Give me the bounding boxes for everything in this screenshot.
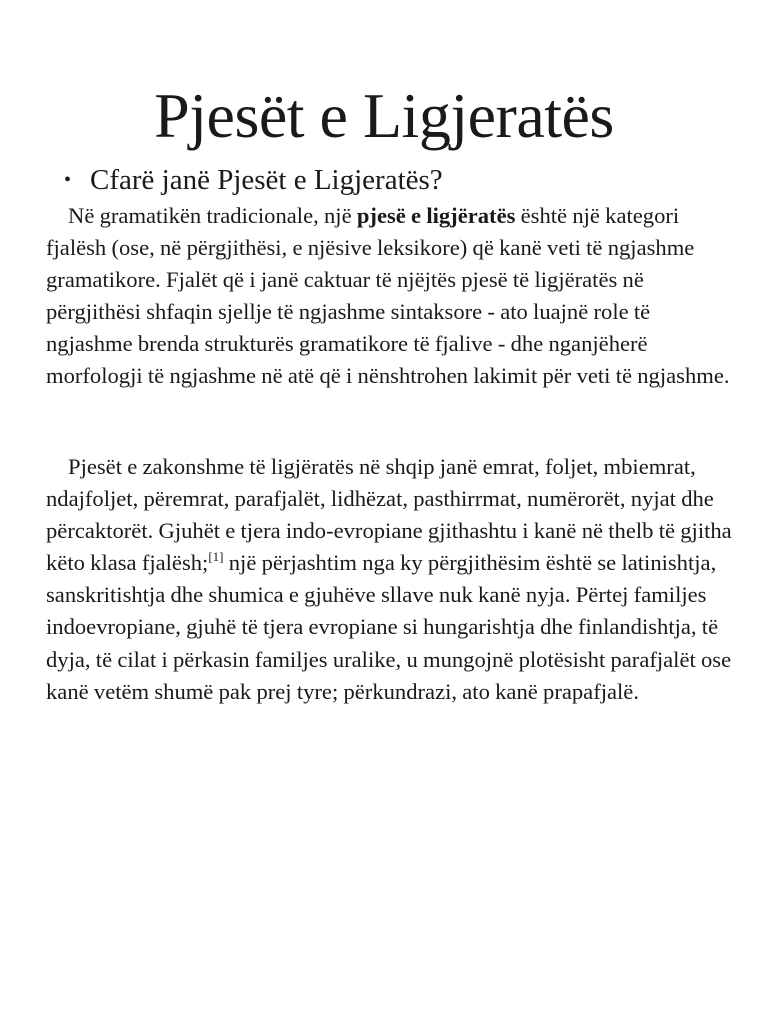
bullet-icon: • (64, 169, 72, 191)
paragraph-text: Pjesët e zakonshme të ligjëratës në shqip janë emrat, foljet, mbiemrat, ndajfoljet, përemrat, parafjalët, lidhëzat, pasthirrmat, numërorët, nyjat dhe përcaktorët. Gjuhët e tjera indo-evropiane gjithashtu i kanë në thelb të gjitha këto klasa fjalësh; (46, 454, 732, 576)
paragraph-text: është një kategori fjalësh (ose, në përgjithësi, e njësive leksikore) që kanë veti të ngjashme gramatikore. Fjalët që i janë caktuar të njëjtës pjesë të ligjëratës në përgjithësi shfaqin sjellje të ngjashme sintaksore - ato luajnë role të ngjashme brenda strukturës gramatikore të fjalive - dhe nganjëherë morfologji të ngjashme në atë që i nënshtrohen lakimit për veti të ngjashme. (46, 203, 730, 389)
paragraph-text: Në gramatikën tradicionale, një (68, 203, 357, 228)
bullet-text: Cfarë janë Pjesët e Ligjeratës? (90, 164, 443, 196)
paragraph-parts-list (46, 451, 736, 708)
bold-term: pjesë e ligjëratës (356, 203, 516, 228)
page-title: Pjesët e Ligjeratës (154, 80, 614, 151)
paragraph-text: një përjashtim nga ky përgjithësim është se latinishtja, sanskritishtja dhe shumica e gjuhëve sllave nuk kanë nyja. Përtej familjes indoevropiane, gjuhë të tjera evropiane si hungarishtja dhe finlandishtja, të dyja, të cilat i përkasin familjes uralike, u mungojnë plotësisht parafjalët ose kanë vetëm shumë pak prej tyre; përkundrazi, ato kanë prapafjalë. (46, 550, 732, 704)
paragraph-definition (46, 200, 736, 393)
bullet-item (64, 162, 443, 198)
footnote-reference[interactable]: [1] (208, 549, 224, 565)
